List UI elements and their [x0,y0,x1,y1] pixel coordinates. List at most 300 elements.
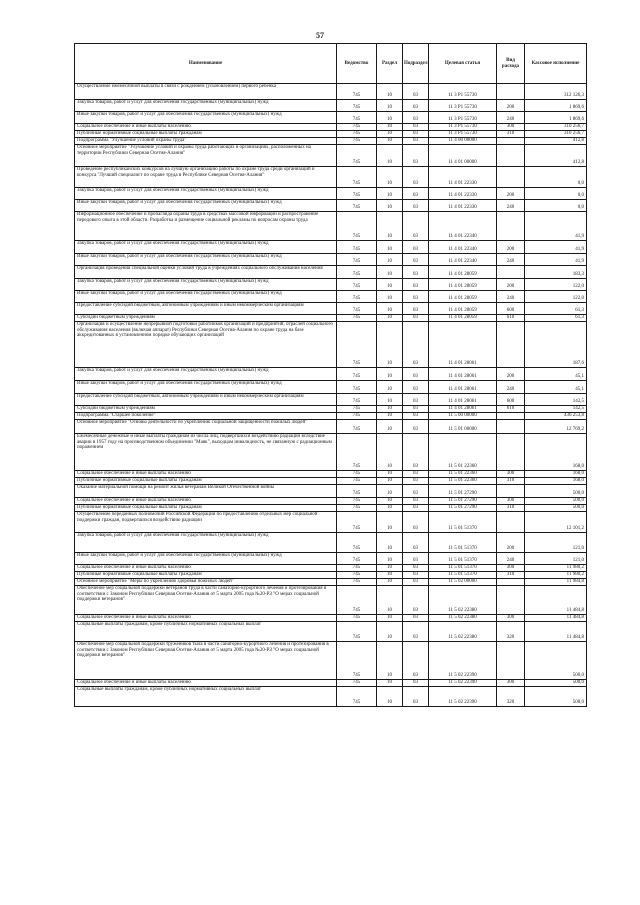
cell-dept: 745 [337,381,377,394]
table-row [75,124,587,131]
cell-amount: 412,8 [525,145,587,167]
cell-section: 10 [377,553,403,565]
cell-name: Публичные нормативные социальные выплаты гражданам [75,572,337,579]
table-row [75,572,587,579]
cell-section: 10 [377,615,403,622]
cell-dept: 745 [337,498,377,505]
cell-exp-type [497,586,525,615]
cell-target: 11 5 02 22380 [429,586,497,615]
cell-section: 10 [377,145,403,167]
cell-amount: 0,0 [525,167,587,188]
table-row [75,188,587,200]
cell-subsection: 03 [403,381,429,394]
cell-amount: 11 484,8 [525,622,587,642]
cell-exp-type: 610 [497,315,525,322]
cell-exp-type: 240 [497,254,525,266]
cell-dept: 745 [337,622,377,642]
cell-dept: 745 [337,565,377,572]
cell-amount: 122,0 [525,291,587,303]
cell-dept: 745 [337,131,377,138]
cell-amount: 11 984,8 [525,579,587,586]
cell-name: Иные закупки товаров, работ и услуг для обеспечения государственных (муниципальных) нужд [75,112,337,124]
cell-amount: 500,0 [525,687,587,707]
table-row [75,84,587,100]
cell-name: Основное мероприятие "Улучшение условий и охраны труда работающих в организациях, расположенных на территории Республики Северная Осетия-Алания" [75,145,337,167]
cell-section: 10 [377,498,403,505]
cell-exp-type: 610 [497,406,525,413]
cell-subsection: 03 [403,131,429,138]
table-row [75,315,587,322]
table-row [75,471,587,478]
cell-target: 11 5 02 22380 [429,622,497,642]
cell-amount: 12 769,2 [525,420,587,434]
table-row [75,642,587,680]
cell-target: 11 4 01 28061 [429,381,497,394]
cell-name: Социальное обеспечение и иные выплаты населению [75,471,337,478]
cell-exp-type: 240 [497,381,525,394]
cell-dept: 745 [337,100,377,112]
table-row [75,420,587,434]
cell-section: 10 [377,315,403,322]
cell-exp-type: 240 [497,553,525,565]
cell-name: Подпрограмма "Улучшение условий охраны труда" [75,138,337,145]
cell-dept: 745 [337,615,377,622]
cell-target: 11 5 01 22360 [429,471,497,478]
table-row [75,112,587,124]
cell-name: Обеспечение мер социальной поддержки тружеников тыла в части санаторно-курортного лечения и протезирования в соответствии с Законом Республики Северная Осетия-Алания от 5 марта 2005 года №20-РЗ "О мерах социальной поддержки ветеранов" [75,642,337,680]
cell-section: 10 [377,200,403,212]
header-dept: Ведомство [337,44,377,84]
cell-name: Социальное обеспечение и иные выплаты населению [75,565,337,572]
cell-exp-type: 200 [497,241,525,254]
cell-amount: 187,6 [525,322,587,368]
cell-section: 10 [377,124,403,131]
cell-dept: 745 [337,167,377,188]
cell-dept: 745 [337,279,377,291]
cell-name: Организация и осуществление непрерывной подготовки работников организаций и предприятий, отраслей социального обслуживания населения (включая аппарат) Республики Северная Осетия-Алания по охране труда на базе аккредитованных в установленном порядке обучающих организаций [75,322,337,368]
table-row [75,145,587,167]
cell-section: 10 [377,586,403,615]
table-row [75,478,587,485]
cell-subsection: 03 [403,279,429,291]
header-row [75,44,587,84]
cell-exp-type [497,212,525,241]
cell-section: 10 [377,572,403,579]
cell-name: Социальные выплаты гражданам, кроме публичных нормативных социальных выплат [75,687,337,707]
table-row [75,368,587,381]
cell-section: 10 [377,291,403,303]
cell-subsection: 03 [403,303,429,315]
cell-exp-type [497,266,525,279]
cell-dept: 745 [337,434,377,471]
cell-exp-type: 600 [497,303,525,315]
cell-dept: 745 [337,188,377,200]
table-row [75,266,587,279]
cell-subsection: 03 [403,687,429,707]
table-row [75,322,587,368]
cell-exp-type: 310 [497,131,525,138]
cell-dept: 745 [337,680,377,687]
cell-amount: 45,1 [525,368,587,381]
cell-section: 10 [377,642,403,680]
header-exp-type: Вид расхода [497,44,525,84]
cell-amount: 41,9 [525,212,587,241]
cell-exp-type: 310 [497,478,525,485]
cell-name: Социальное обеспечение и иные выплаты населению [75,124,337,131]
cell-amount: 11 484,8 [525,615,587,622]
cell-section: 10 [377,394,403,406]
cell-dept: 745 [337,254,377,266]
cell-target: 11 5 01 27290 [429,505,497,512]
cell-section: 10 [377,420,403,434]
header-name: Наименование [75,44,337,84]
cell-amount: 500,0 [525,505,587,512]
cell-name: Социальное обеспечение и иные выплаты населению [75,615,337,622]
cell-dept: 745 [337,553,377,565]
cell-name: Субсидии бюджетным учреждениям [75,315,337,322]
cell-amount: 1 869,6 [525,112,587,124]
cell-target: 11 3 P1 55730 [429,84,497,100]
table-row [75,622,587,642]
cell-subsection: 03 [403,553,429,565]
table-row [75,241,587,254]
cell-amount: 41,9 [525,254,587,266]
cell-dept: 745 [337,212,377,241]
cell-subsection: 03 [403,642,429,680]
cell-amount: 41,9 [525,241,587,254]
cell-section: 10 [377,505,403,512]
cell-exp-type [497,145,525,167]
cell-subsection: 03 [403,434,429,471]
cell-target: 11 5 01 51370 [429,512,497,533]
cell-section: 10 [377,131,403,138]
cell-amount: 168,0 [525,434,587,471]
cell-section: 10 [377,485,403,498]
cell-dept: 745 [337,315,377,322]
cell-dept: 745 [337,642,377,680]
cell-target: 11 4 01 00000 [429,145,497,167]
table-row [75,406,587,413]
cell-amount: 500,0 [525,498,587,505]
cell-amount: 121,0 [525,553,587,565]
cell-amount: 142,5 [525,406,587,413]
cell-subsection: 03 [403,586,429,615]
header-section: Раздел [377,44,403,84]
cell-target: 11 5 01 51370 [429,533,497,553]
cell-dept: 745 [337,478,377,485]
cell-dept: 745 [337,505,377,512]
cell-exp-type: 240 [497,291,525,303]
table-row [75,167,587,188]
cell-section: 10 [377,471,403,478]
cell-amount: 310 256,7 [525,124,587,131]
cell-exp-type: 240 [497,112,525,124]
cell-exp-type: 300 [497,471,525,478]
cell-amount: 142,5 [525,394,587,406]
cell-dept: 745 [337,533,377,553]
cell-exp-type: 200 [497,188,525,200]
cell-target: 11 5 01 51370 [429,572,497,579]
cell-amount: 0,0 [525,188,587,200]
cell-section: 10 [377,266,403,279]
cell-target: 11 4 00 00000 [429,138,497,145]
cell-name: Осуществление ежемесячной выплаты в связи с рождением (усыновлением) первого ребенка [75,84,337,100]
cell-dept: 745 [337,200,377,212]
cell-amount: 500,0 [525,485,587,498]
cell-section: 10 [377,579,403,586]
cell-name: Подпрограмма "Старшее поколение" [75,413,337,420]
cell-exp-type: 240 [497,200,525,212]
cell-name: Закупка товаров, работ и услуг для обеспечения государственных (муниципальных) нужд [75,533,337,553]
header-target: Целевая статья [429,44,497,84]
cell-subsection: 03 [403,406,429,413]
cell-exp-type [497,579,525,586]
cell-exp-type: 320 [497,622,525,642]
cell-name: Иные закупки товаров, работ и услуг для обеспечения государственных (муниципальных) нужд [75,553,337,565]
cell-section: 10 [377,368,403,381]
cell-exp-type: 310 [497,572,525,579]
cell-exp-type: 200 [497,279,525,291]
cell-name: Организация проведения специальной оценки условий труда в учреждениях социального обслуживания населения [75,266,337,279]
cell-dept: 745 [337,579,377,586]
cell-subsection: 03 [403,680,429,687]
cell-target: 11 3 P1 55730 [429,131,497,138]
cell-amount: 122,0 [525,279,587,291]
table-row [75,434,587,471]
cell-amount: 310 256,7 [525,131,587,138]
cell-name: Проведение республиканских конкурсов на лучшую организацию работы по охране труда среди организаций и конкурса "Лучший специалист по охране труда в Республике Северная Осетия-Алания" [75,167,337,188]
cell-section: 10 [377,167,403,188]
cell-target: 11 5 00 00000 [429,413,497,420]
cell-target: 11 5 01 00000 [429,420,497,434]
cell-target: 11 4 01 28059 [429,266,497,279]
cell-subsection: 03 [403,200,429,212]
cell-target: 11 5 02 22380 [429,615,497,622]
cell-section: 10 [377,565,403,572]
cell-name: Социальное обеспечение и иные выплаты населению [75,680,337,687]
cell-name: Закупка товаров, работ и услуг для обеспечения государственных (муниципальных) нужд [75,188,337,200]
cell-amount: 12 101,2 [525,512,587,533]
cell-section: 10 [377,687,403,707]
cell-name: Публичные нормативные социальные выплаты гражданам [75,478,337,485]
cell-subsection: 03 [403,138,429,145]
cell-amount: 61,3 [525,315,587,322]
cell-dept: 745 [337,303,377,315]
cell-subsection: 03 [403,394,429,406]
cell-dept: 745 [337,512,377,533]
budget-table [74,43,587,707]
cell-subsection: 03 [403,291,429,303]
cell-name: Иные закупки товаров, работ и услуг для обеспечения государственных (муниципальных) нужд [75,291,337,303]
table-row [75,279,587,291]
cell-name: Предоставление субсидий бюджетным, автономным учреждениям и иным некоммерческим организациям [75,303,337,315]
cell-dept: 745 [337,138,377,145]
cell-amount: 436 253,8 [525,413,587,420]
cell-section: 10 [377,413,403,420]
table-row [75,615,587,622]
cell-subsection: 03 [403,145,429,167]
cell-subsection: 03 [403,579,429,586]
table-row [75,381,587,394]
cell-exp-type [497,138,525,145]
cell-dept: 745 [337,687,377,707]
cell-subsection: 03 [403,241,429,254]
cell-name: Основное мероприятие "Меры по укреплению здоровья пожилых людей" [75,579,337,586]
cell-dept: 745 [337,485,377,498]
cell-subsection: 03 [403,478,429,485]
cell-amount: 0,0 [525,200,587,212]
cell-target: 11 4 01 28061 [429,368,497,381]
cell-exp-type: 200 [497,533,525,553]
cell-subsection: 03 [403,413,429,420]
cell-exp-type: 200 [497,368,525,381]
cell-section: 10 [377,279,403,291]
cell-exp-type: 320 [497,687,525,707]
cell-name: Иные закупки товаров, работ и услуг для обеспечения государственных (муниципальных) нужд [75,381,337,394]
cell-target: 11 4 01 22330 [429,200,497,212]
cell-exp-type [497,322,525,368]
cell-subsection: 03 [403,212,429,241]
cell-name: Закупка товаров, работ и услуг для обеспечения государственных (муниципальных) нужд [75,241,337,254]
cell-section: 10 [377,241,403,254]
cell-target: 11 4 01 22340 [429,241,497,254]
cell-subsection: 03 [403,498,429,505]
cell-dept: 745 [337,471,377,478]
cell-subsection: 03 [403,266,429,279]
table-row [75,138,587,145]
cell-name: Публичные нормативные социальные выплаты гражданам [75,131,337,138]
cell-exp-type [497,84,525,100]
cell-amount: 11 980,2 [525,565,587,572]
table-row [75,505,587,512]
cell-amount: 168,0 [525,471,587,478]
cell-dept: 745 [337,586,377,615]
cell-amount: 121,0 [525,533,587,553]
cell-dept: 745 [337,84,377,100]
cell-amount: 500,0 [525,680,587,687]
table-row [75,303,587,315]
cell-target: 11 5 01 22360 [429,478,497,485]
cell-exp-type [497,413,525,420]
cell-name: Социальное обеспечение и иные выплаты населению [75,498,337,505]
cell-dept: 745 [337,406,377,413]
cell-target: 11 5 02 00000 [429,579,497,586]
cell-name: Закупка товаров, работ и услуг для обеспечения государственных (муниципальных) нужд [75,279,337,291]
cell-subsection: 03 [403,572,429,579]
cell-exp-type: 310 [497,505,525,512]
cell-exp-type [497,485,525,498]
cell-exp-type: 300 [497,680,525,687]
cell-name: Иные закупки товаров, работ и услуг для обеспечения государственных (муниципальных) нужд [75,254,337,266]
cell-name: Оказание материальной помощи на ремонт жилья ветеранам Великой Отечественной войны [75,485,337,498]
cell-section: 10 [377,434,403,471]
cell-name: Публичные нормативные социальные выплаты гражданам [75,505,337,512]
table-row [75,394,587,406]
cell-subsection: 03 [403,100,429,112]
table-row [75,212,587,241]
cell-amount: 61,3 [525,303,587,315]
cell-amount: 11 980,2 [525,572,587,579]
cell-section: 10 [377,112,403,124]
cell-subsection: 03 [403,84,429,100]
cell-subsection: 03 [403,565,429,572]
cell-target: 11 5 02 22390 [429,687,497,707]
cell-exp-type: 300 [497,565,525,572]
cell-amount: 412,8 [525,138,587,145]
cell-subsection: 03 [403,124,429,131]
cell-name: Закупка товаров, работ и услуг для обеспечения государственных (муниципальных) нужд [75,100,337,112]
cell-subsection: 03 [403,505,429,512]
cell-amount: 183,3 [525,266,587,279]
cell-amount: 500,0 [525,642,587,680]
cell-section: 10 [377,188,403,200]
cell-dept: 745 [337,394,377,406]
cell-section: 10 [377,212,403,241]
cell-target: 11 3 P1 55730 [429,112,497,124]
cell-subsection: 03 [403,471,429,478]
cell-subsection: 03 [403,420,429,434]
cell-dept: 745 [337,322,377,368]
cell-exp-type: 300 [497,615,525,622]
cell-amount: 11 484,8 [525,586,587,615]
cell-target: 11 4 01 28061 [429,322,497,368]
cell-dept: 745 [337,266,377,279]
cell-section: 10 [377,138,403,145]
header-subsection: Подраздел [403,44,429,84]
header-amount: Кассовое исполнение [525,44,587,84]
table-row [75,291,587,303]
cell-target: 11 3 P1 55730 [429,124,497,131]
cell-name: Иные закупки товаров, работ и услуг для обеспечения государственных (муниципальных) нужд [75,200,337,212]
cell-target: 11 4 01 28059 [429,279,497,291]
cell-target: 11 5 01 27290 [429,485,497,498]
cell-target: 11 5 02 22390 [429,642,497,680]
cell-exp-type: 300 [497,498,525,505]
cell-dept: 745 [337,291,377,303]
cell-section: 10 [377,381,403,394]
cell-target: 11 5 01 51370 [429,553,497,565]
cell-subsection: 03 [403,512,429,533]
cell-exp-type [497,167,525,188]
cell-dept: 745 [337,420,377,434]
table-body [75,84,587,707]
table-row [75,553,587,565]
cell-dept: 745 [337,368,377,381]
cell-dept: 745 [337,241,377,254]
cell-target: 11 4 01 28061 [429,406,497,413]
cell-exp-type [497,434,525,471]
cell-name: Основное мероприятие "Основы деятельности по укреплению социальной защищенности пожилых людей" [75,420,337,434]
cell-target: 11 5 02 22390 [429,680,497,687]
cell-dept: 745 [337,145,377,167]
cell-name: Обеспечение мер социальной поддержки ветеранов труда в части санаторно-курортного лечения и протезирования в соответствии с Законом Республики Северная Осетия-Алания от 5 марта 2005 года №20-РЗ "О мерах социальной поддержки ветеранов" [75,586,337,615]
page-number: 57 [316,31,324,40]
cell-exp-type: 600 [497,394,525,406]
cell-target: 11 4 01 22330 [429,188,497,200]
table-row [75,254,587,266]
table-row [75,100,587,112]
cell-target: 11 5 01 27290 [429,498,497,505]
cell-subsection: 03 [403,533,429,553]
cell-section: 10 [377,254,403,266]
cell-subsection: 03 [403,315,429,322]
cell-section: 10 [377,100,403,112]
table-row [75,579,587,586]
cell-name: Социальные выплаты гражданам, кроме публичных нормативных социальных выплат [75,622,337,642]
cell-section: 10 [377,478,403,485]
cell-amount: 45,1 [525,381,587,394]
cell-target: 11 4 01 28059 [429,291,497,303]
